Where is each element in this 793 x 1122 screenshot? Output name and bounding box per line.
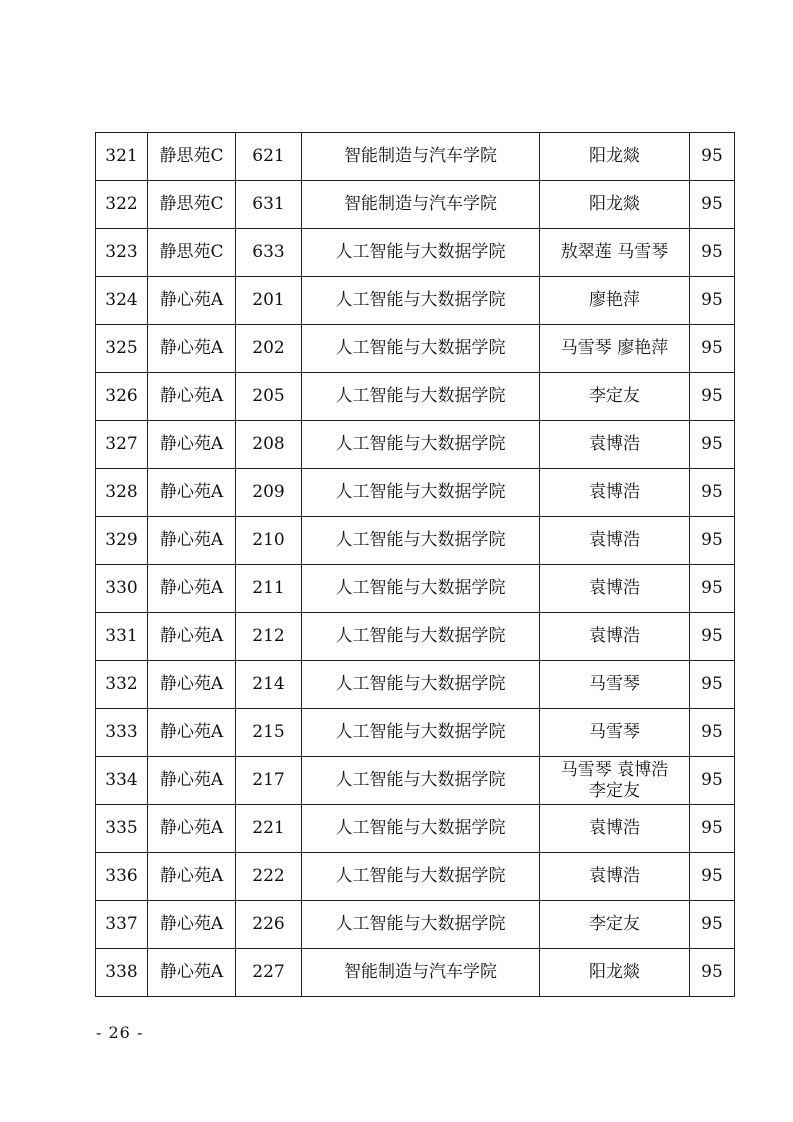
college-cell: 人工智能与大数据学院 <box>302 757 540 805</box>
table-row <box>96 517 735 565</box>
row-number: 332 <box>96 661 148 709</box>
row-number: 325 <box>96 325 148 373</box>
college-cell: 人工智能与大数据学院 <box>302 325 540 373</box>
college-cell: 人工智能与大数据学院 <box>302 901 540 949</box>
staff-cell: 李定友 <box>540 901 690 949</box>
table-row <box>96 709 735 757</box>
row-number: 321 <box>96 133 148 181</box>
room-cell: 217 <box>236 757 302 805</box>
staff-cell: 马雪琴 <box>540 661 690 709</box>
row-number: 328 <box>96 469 148 517</box>
building-cell: 静心苑A <box>148 277 236 325</box>
room-cell: 205 <box>236 373 302 421</box>
staff-cell: 马雪琴 袁博浩 李定友 <box>540 757 690 805</box>
room-cell: 214 <box>236 661 302 709</box>
score-cell: 95 <box>690 469 735 517</box>
row-number: 329 <box>96 517 148 565</box>
staff-cell: 李定友 <box>540 373 690 421</box>
table-row <box>96 277 735 325</box>
table-row <box>96 661 735 709</box>
row-number: 338 <box>96 949 148 997</box>
college-cell: 人工智能与大数据学院 <box>302 805 540 853</box>
table-row <box>96 757 735 805</box>
building-cell: 静心苑A <box>148 901 236 949</box>
score-cell: 95 <box>690 805 735 853</box>
table-row <box>96 373 735 421</box>
table-row <box>96 421 735 469</box>
college-cell: 人工智能与大数据学院 <box>302 229 540 277</box>
building-cell: 静心苑A <box>148 757 236 805</box>
building-cell: 静思苑C <box>148 181 236 229</box>
staff-cell: 袁博浩 <box>540 421 690 469</box>
room-cell: 621 <box>236 133 302 181</box>
room-cell: 631 <box>236 181 302 229</box>
building-cell: 静心苑A <box>148 613 236 661</box>
college-cell: 智能制造与汽车学院 <box>302 949 540 997</box>
building-cell: 静思苑C <box>148 229 236 277</box>
room-cell: 227 <box>236 949 302 997</box>
building-cell: 静思苑C <box>148 133 236 181</box>
row-number: 322 <box>96 181 148 229</box>
score-cell: 95 <box>690 661 735 709</box>
staff-cell: 阳龙燚 <box>540 949 690 997</box>
room-cell: 226 <box>236 901 302 949</box>
table-row <box>96 565 735 613</box>
college-cell: 人工智能与大数据学院 <box>302 277 540 325</box>
row-number: 335 <box>96 805 148 853</box>
room-cell: 633 <box>236 229 302 277</box>
score-cell: 95 <box>690 181 735 229</box>
room-cell: 211 <box>236 565 302 613</box>
college-cell: 人工智能与大数据学院 <box>302 709 540 757</box>
staff-cell: 袁博浩 <box>540 613 690 661</box>
staff-cell: 阳龙燚 <box>540 133 690 181</box>
table-row <box>96 229 735 277</box>
college-cell: 智能制造与汽车学院 <box>302 133 540 181</box>
score-cell: 95 <box>690 373 735 421</box>
college-cell: 人工智能与大数据学院 <box>302 661 540 709</box>
score-cell: 95 <box>690 709 735 757</box>
staff-cell: 廖艳萍 <box>540 277 690 325</box>
score-cell: 95 <box>690 565 735 613</box>
score-cell: 95 <box>690 133 735 181</box>
table-row <box>96 181 735 229</box>
row-number: 330 <box>96 565 148 613</box>
room-cell: 210 <box>236 517 302 565</box>
table-row <box>96 325 735 373</box>
room-cell: 215 <box>236 709 302 757</box>
score-cell: 95 <box>690 949 735 997</box>
row-number: 333 <box>96 709 148 757</box>
score-cell: 95 <box>690 901 735 949</box>
building-cell: 静心苑A <box>148 421 236 469</box>
building-cell: 静心苑A <box>148 709 236 757</box>
staff-cell: 袁博浩 <box>540 565 690 613</box>
row-number: 334 <box>96 757 148 805</box>
staff-cell: 阳龙燚 <box>540 181 690 229</box>
row-number: 324 <box>96 277 148 325</box>
page-number: - 26 - <box>96 1023 144 1042</box>
table-body <box>96 133 735 997</box>
row-number: 331 <box>96 613 148 661</box>
college-cell: 人工智能与大数据学院 <box>302 565 540 613</box>
building-cell: 静心苑A <box>148 853 236 901</box>
building-cell: 静心苑A <box>148 325 236 373</box>
building-cell: 静心苑A <box>148 469 236 517</box>
room-cell: 209 <box>236 469 302 517</box>
building-cell: 静心苑A <box>148 661 236 709</box>
row-number: 337 <box>96 901 148 949</box>
score-cell: 95 <box>690 757 735 805</box>
staff-cell: 袁博浩 <box>540 853 690 901</box>
row-number: 326 <box>96 373 148 421</box>
score-cell: 95 <box>690 229 735 277</box>
staff-cell: 马雪琴 <box>540 709 690 757</box>
score-cell: 95 <box>690 325 735 373</box>
room-cell: 222 <box>236 853 302 901</box>
room-cell: 208 <box>236 421 302 469</box>
table-row <box>96 853 735 901</box>
building-cell: 静心苑A <box>148 805 236 853</box>
college-cell: 人工智能与大数据学院 <box>302 373 540 421</box>
table-row <box>96 613 735 661</box>
table-row <box>96 133 735 181</box>
score-cell: 95 <box>690 517 735 565</box>
staff-cell: 袁博浩 <box>540 517 690 565</box>
college-cell: 智能制造与汽车学院 <box>302 181 540 229</box>
room-cell: 221 <box>236 805 302 853</box>
score-cell: 95 <box>690 421 735 469</box>
college-cell: 人工智能与大数据学院 <box>302 421 540 469</box>
building-cell: 静心苑A <box>148 373 236 421</box>
staff-cell: 敖翠莲 马雪琴 <box>540 229 690 277</box>
score-cell: 95 <box>690 853 735 901</box>
table-row <box>96 469 735 517</box>
row-number: 336 <box>96 853 148 901</box>
room-cell: 212 <box>236 613 302 661</box>
building-cell: 静心苑A <box>148 517 236 565</box>
staff-cell: 袁博浩 <box>540 805 690 853</box>
college-cell: 人工智能与大数据学院 <box>302 517 540 565</box>
room-cell: 201 <box>236 277 302 325</box>
college-cell: 人工智能与大数据学院 <box>302 613 540 661</box>
building-cell: 静心苑A <box>148 565 236 613</box>
table-row <box>96 901 735 949</box>
college-cell: 人工智能与大数据学院 <box>302 853 540 901</box>
dorm-score-table <box>95 132 735 997</box>
table-row <box>96 949 735 997</box>
score-cell: 95 <box>690 613 735 661</box>
row-number: 323 <box>96 229 148 277</box>
row-number: 327 <box>96 421 148 469</box>
score-cell: 95 <box>690 277 735 325</box>
room-cell: 202 <box>236 325 302 373</box>
table-row <box>96 805 735 853</box>
building-cell: 静心苑A <box>148 949 236 997</box>
staff-cell: 马雪琴 廖艳萍 <box>540 325 690 373</box>
staff-cell: 袁博浩 <box>540 469 690 517</box>
college-cell: 人工智能与大数据学院 <box>302 469 540 517</box>
